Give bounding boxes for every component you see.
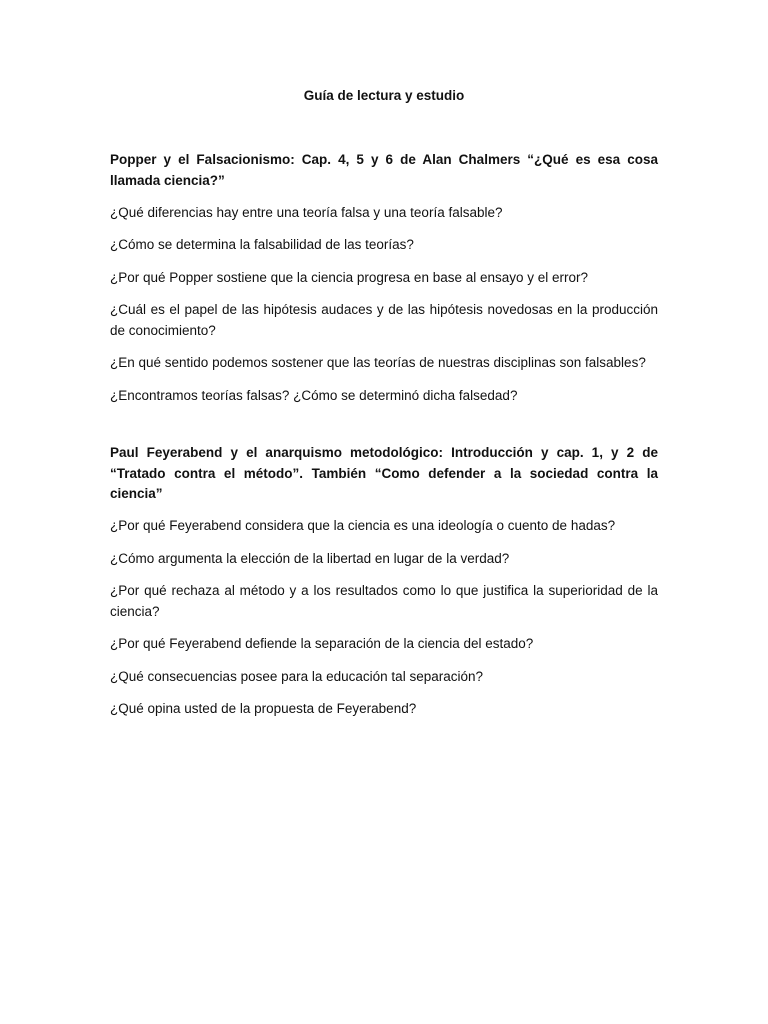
question: ¿Por qué Feyerabend defiende la separación de la ciencia del estado? <box>110 636 534 651</box>
question: ¿Por qué Popper sostiene que la ciencia progresa en base al ensayo y el error? <box>110 269 589 285</box>
question: ¿Por qué rechaza al método y a los resultados como lo que justifica la superioridad de la ciencia? <box>110 583 658 619</box>
section-popper <box>110 150 658 418</box>
section-feyerabend <box>110 443 658 732</box>
section-heading: Popper y el Falsacionismo: Cap. 4, 5 y 6 de Alan Chalmers “¿Qué es esa cosa llamada ciencia?” <box>110 152 658 188</box>
question: ¿En qué sentido podemos sostener que las teorías de nuestras disciplinas son falsables? <box>110 355 646 370</box>
section-heading: Paul Feyerabend y el anarquismo metodológico: Introducción y cap. 1, y 2 de “Tratado contra el método”. También “Como defender a la sociedad contra la ciencia” <box>110 445 658 501</box>
question: ¿Cómo argumenta la elección de la libertad en lugar de la verdad? <box>110 550 510 566</box>
question: ¿Encontramos teorías falsas? ¿Cómo se determinó dicha falsedad? <box>110 387 518 403</box>
question: ¿Cuál es el papel de las hipótesis audaces y de las hipótesis novedosas en la producción de conocimiento? <box>110 302 658 338</box>
question: ¿Cómo se determina la falsabilidad de las teorías? <box>110 237 414 252</box>
question: ¿Qué diferencias hay entre una teoría falsa y una teoría falsable? <box>110 204 503 220</box>
question: ¿Qué consecuencias posee para la educación tal separación? <box>110 668 483 684</box>
question: ¿Por qué Feyerabend considera que la ciencia es una ideología o cuento de hadas? <box>110 518 616 533</box>
question: ¿Qué opina usted de la propuesta de Feyerabend? <box>110 701 417 716</box>
document-title: Guía de lectura y estudio <box>303 88 465 103</box>
